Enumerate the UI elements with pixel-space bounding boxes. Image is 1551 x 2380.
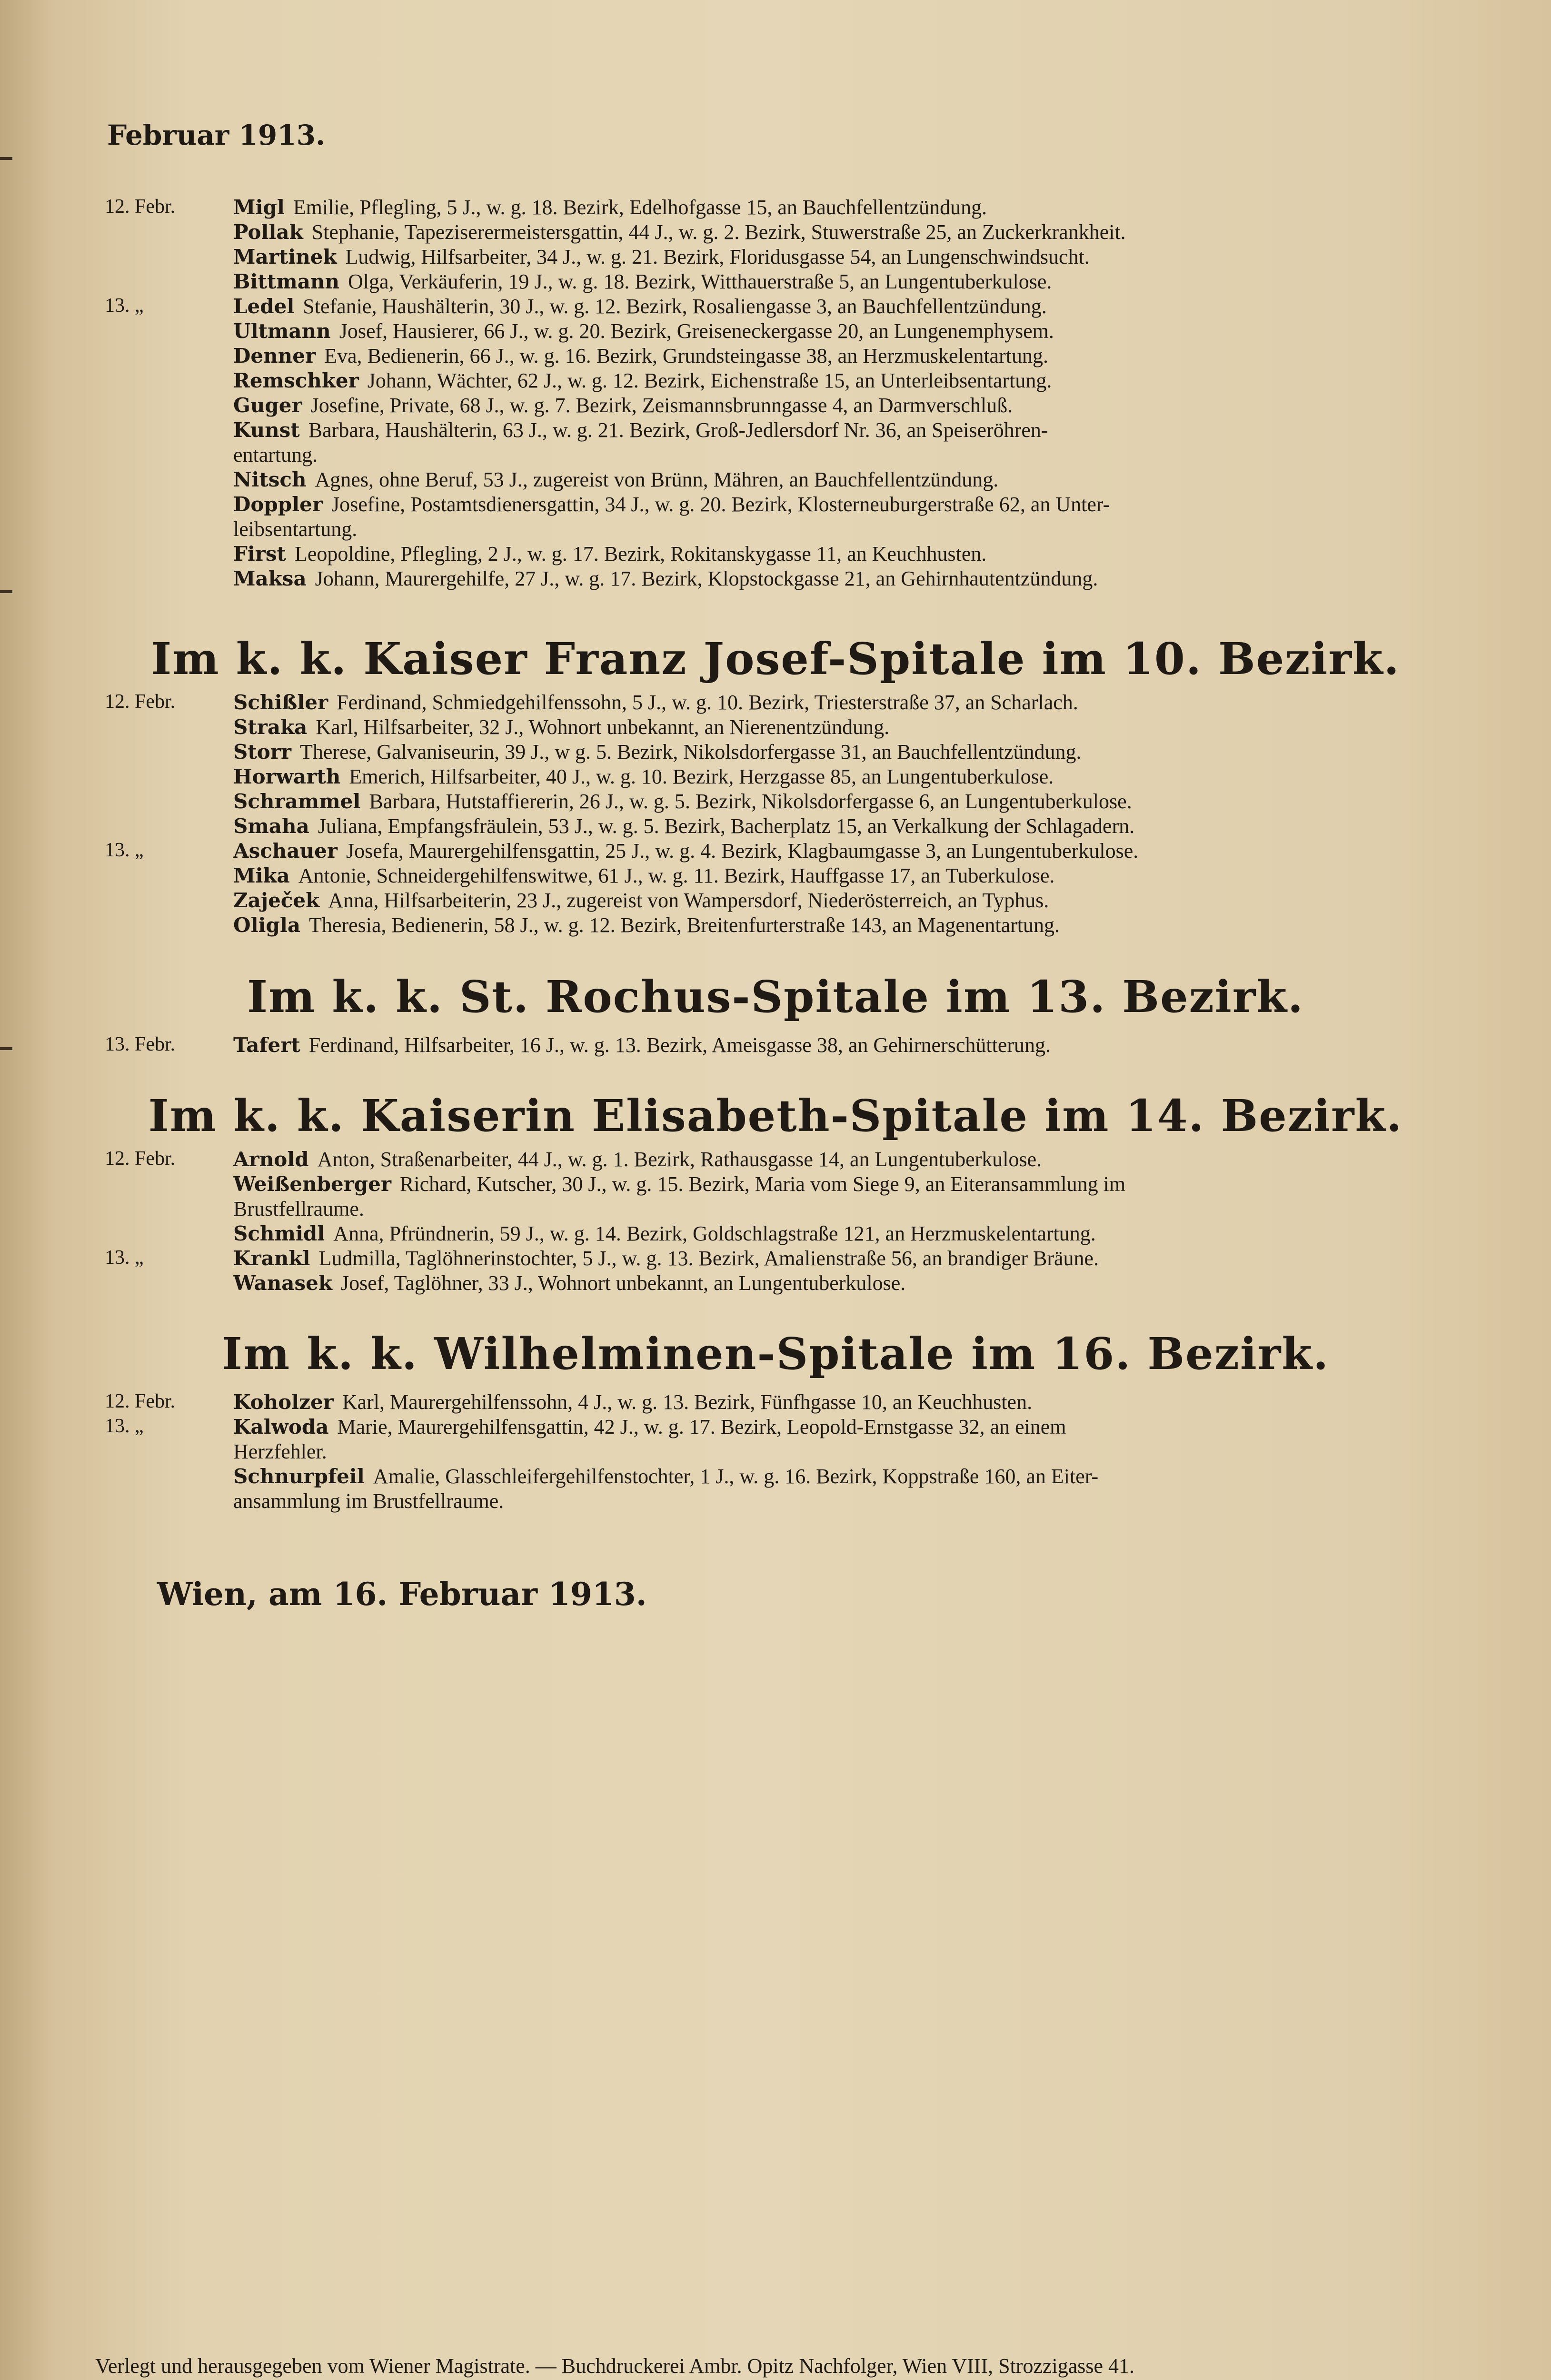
deceased-surname: Straka <box>233 715 308 739</box>
entry-details: Agnes, ohne Beruf, 53 J., zugereist von Brünn, Mähren, an Bauchfellentzündung. <box>315 468 999 491</box>
register-entry <box>233 393 1390 418</box>
binding-mark <box>0 590 12 593</box>
section-title-kaiser-franz-josef: Im k. k. Kaiser Franz Josef-Spitale im 10. Bezirk. <box>151 633 1400 684</box>
register-entry <box>233 566 1390 591</box>
register-entry <box>233 1147 1390 1172</box>
register-entry <box>233 1246 1390 1271</box>
entry-details: Marie, Maurergehilfensgattin, 42 J., w. g. 17. Bezirk, Leopold-Ernstgasse 32, an einem <box>337 1415 1066 1438</box>
entry-details: Anna, Hilfsarbeiterin, 23 J., zugereist von Wampersdorf, Niederösterreich, an Typhus. <box>328 889 1049 912</box>
deceased-surname: Nitsch <box>233 468 307 491</box>
entry-details: Antonie, Schneidergehilfenswitwe, 61 J., w. g. 11. Bezirk, Hauffgasse 17, an Tuberkulose. <box>298 864 1055 887</box>
deceased-surname: Pollak <box>233 220 303 244</box>
entry-details: Stephanie, Tapeziserermeistersgattin, 44 J., w. g. 2. Bezirk, Stuwerstraße 25, an Zuckerkrankheit. <box>311 220 1126 244</box>
register-entry <box>233 1390 1390 1415</box>
entry-continuation: entartung. <box>233 443 318 466</box>
entry-details: Josef, Taglöhner, 33 J., Wohnort unbekannt, an Lungentuberkulose. <box>340 1271 906 1295</box>
register-entry <box>233 368 1390 393</box>
deceased-surname: Schnurpfeil <box>233 1465 365 1488</box>
entry-date: 12. Febr. <box>105 196 176 218</box>
register-entry <box>233 740 1390 764</box>
deceased-surname: Horwarth <box>233 765 341 788</box>
entry-details: Richard, Kutscher, 30 J., w. g. 15. Bezirk, Maria vom Siege 9, an Eiteransammlung im <box>400 1172 1126 1196</box>
entry-details: Barbara, Haushälterin, 63 J., w. g. 21. Bezirk, Groß-Jedlersdorf Nr. 36, an Speiseröhren- <box>308 418 1048 442</box>
entry-details: Theresia, Bedienerin, 58 J., w. g. 12. Bezirk, Breitenfurterstraße 143, an Magenentartung. <box>309 913 1060 937</box>
entry-date: 13. Febr. <box>105 1033 176 1055</box>
deceased-surname: Ledel <box>233 295 295 318</box>
deceased-surname: Migl <box>233 196 285 219</box>
register-entry <box>233 789 1390 814</box>
register-entry <box>233 1464 1390 1514</box>
register-entry <box>233 418 1390 467</box>
deceased-surname: Remschker <box>233 369 359 392</box>
section-title-st-rochus: Im k. k. St. Rochus-Spitale im 13. Bezirk. <box>247 971 1304 1022</box>
entry-details: Karl, Hilfsarbeiter, 32 J., Wohnort unbekannt, an Nierenentzündung. <box>316 715 890 739</box>
publisher-footer: Verlegt und herausgegeben vom Wiener Magistrate. — Buchdruckerei Ambr. Opitz Nachfolger, Wien VIII, Strozzigasse 41. <box>95 2354 1135 2378</box>
closing-line: Wien, am 16. Februar 1913. <box>157 1576 647 1613</box>
register-entry <box>233 1033 1390 1058</box>
register-entry <box>233 1172 1390 1221</box>
register-entry <box>233 888 1390 913</box>
deceased-surname: Aschauer <box>233 839 338 863</box>
entry-details: Ferdinand, Schmiedgehilfenssohn, 5 J., w. g. 10. Bezirk, Triesterstraße 37, an Scharlach. <box>337 691 1078 714</box>
register-entry <box>233 344 1390 368</box>
entry-continuation: Herzfehler. <box>233 1440 327 1463</box>
register-entry <box>233 1221 1390 1246</box>
register-entry <box>233 492 1390 542</box>
register-entry <box>233 690 1390 715</box>
register-entry <box>233 245 1390 269</box>
section-title-kaiserin-elisabeth: Im k. k. Kaiserin Elisabeth-Spitale im 14. Bezirk. <box>148 1090 1403 1141</box>
deceased-surname: Koholzer <box>233 1390 334 1414</box>
deceased-surname: Weißenberger <box>233 1172 392 1196</box>
deceased-surname: Zaječek <box>233 889 320 912</box>
deceased-surname: Denner <box>233 344 316 367</box>
deceased-surname: Guger <box>233 394 302 417</box>
entry-details: Ludmilla, Taglöhnerinstochter, 5 J., w. g. 13. Bezirk, Amalienstraße 56, an brandiger Bräune. <box>318 1247 1099 1270</box>
entry-details: Leopoldine, Pflegling, 2 J., w. g. 17. Bezirk, Rokitanskygasse 11, an Keuchhusten. <box>294 542 987 565</box>
entry-details: Anna, Pfründnerin, 59 J., w. g. 14. Bezirk, Goldschlagstraße 121, an Herzmuskelentartung. <box>333 1222 1096 1245</box>
entry-details: Josef, Hausierer, 66 J., w. g. 20. Bezirk, Greiseneckergasse 20, an Lungenemphysem. <box>339 319 1054 343</box>
entry-details: Stefanie, Haushälterin, 30 J., w. g. 12. Bezirk, Rosaliengasse 3, an Bauchfellentzündung. <box>303 295 1047 318</box>
entry-details: Olga, Verkäuferin, 19 J., w. g. 18. Bezirk, Witthauerstraße 5, an Lungentuberkulose. <box>348 270 1052 293</box>
deceased-surname: Schrammel <box>233 790 361 813</box>
register-entry <box>233 195 1390 220</box>
register-entry <box>233 1415 1390 1464</box>
entry-continuation: Brustfellraume. <box>233 1197 364 1220</box>
entry-details: Johann, Wächter, 62 J., w. g. 12. Bezirk, Eichenstraße 15, an Unterleibsentartung. <box>367 369 1052 392</box>
deceased-surname: Bittmann <box>233 270 339 293</box>
entry-details: Josefa, Maurergehilfensgattin, 25 J., w. g. 4. Bezirk, Klagbaumgasse 3, an Lungentuberkulose. <box>346 839 1139 863</box>
entry-details: Emerich, Hilfsarbeiter, 40 J., w. g. 10. Bezirk, Herzgasse 85, an Lungentuberkulose. <box>349 765 1054 788</box>
entry-details: Johann, Maurergehilfe, 27 J., w. g. 17. Bezirk, Klopstockgasse 21, an Gehirnhautentzündung. <box>315 567 1098 590</box>
deceased-surname: Ultmann <box>233 319 331 343</box>
binding-mark <box>0 157 12 160</box>
deceased-surname: Mika <box>233 864 290 887</box>
entry-details: Josefine, Private, 68 J., w. g. 7. Bezirk, Zeismannsbrunngasse 4, an Darmverschluß. <box>310 394 1013 417</box>
register-entry <box>233 863 1390 888</box>
deceased-surname: Kunst <box>233 418 300 442</box>
register-entry <box>233 814 1390 839</box>
entry-date: 13. „ <box>105 1415 144 1437</box>
entry-date: 12. Febr. <box>105 691 176 713</box>
deceased-surname: Krankl <box>233 1247 310 1270</box>
section-title-wilhelminen: Im k. k. Wilhelminen-Spitale im 16. Bezirk. <box>221 1328 1330 1379</box>
deceased-surname: Schmidl <box>233 1222 325 1245</box>
entry-details: Anton, Straßenarbeiter, 44 J., w. g. 1. Bezirk, Rathausgasse 14, an Lungentuberkulose. <box>317 1148 1042 1171</box>
entry-details: Karl, Maurergehilfenssohn, 4 J., w. g. 13. Bezirk, Fünfhgasse 10, an Keuchhusten. <box>342 1390 1033 1414</box>
entry-details: Josefine, Postamtsdienersgattin, 34 J., w. g. 20. Bezirk, Klosterneuburgerstraße 62, an Unter- <box>331 493 1110 516</box>
deceased-surname: Smaha <box>233 814 309 838</box>
entry-date: 13. „ <box>105 295 144 317</box>
register-entry <box>233 467 1390 492</box>
deceased-surname: Storr <box>233 740 292 764</box>
entry-continuation: ansammlung im Brustfellraume. <box>233 1489 504 1513</box>
binding-mark <box>0 1047 12 1050</box>
register-entry <box>233 319 1390 344</box>
entry-details: Emilie, Pflegling, 5 J., w. g. 18. Bezirk, Edelhofgasse 15, an Bauchfellentzündung. <box>293 196 987 219</box>
register-entry <box>233 269 1390 294</box>
deceased-surname: Arnold <box>233 1148 309 1171</box>
register-entry <box>233 715 1390 740</box>
entry-date: 12. Febr. <box>105 1390 176 1412</box>
page-title: Februar 1913. <box>107 119 326 151</box>
register-entry <box>233 220 1390 245</box>
deceased-surname: Maksa <box>233 567 307 590</box>
entry-date: 12. Febr. <box>105 1148 176 1170</box>
entry-details: Therese, Galvaniseurin, 39 J., w g. 5. Bezirk, Nikolsdorfergasse 31, an Bauchfellentzündung. <box>300 740 1082 764</box>
register-entry <box>233 764 1390 789</box>
entry-details: Juliana, Empfangsfräulein, 53 J., w. g. 5. Bezirk, Bacherplatz 15, an Verkalkung der Schlagadern. <box>318 814 1135 838</box>
register-entry <box>233 294 1390 319</box>
deceased-surname: Schißler <box>233 691 328 714</box>
deceased-surname: Martinek <box>233 245 337 268</box>
register-entry <box>233 913 1390 938</box>
deceased-surname: Oligla <box>233 913 301 937</box>
entry-date: 13. „ <box>105 1247 144 1269</box>
deceased-surname: Doppler <box>233 493 323 516</box>
entry-details: Eva, Bedienerin, 66 J., w. g. 16. Bezirk, Grundsteingasse 38, an Herzmuskelentartung. <box>324 344 1048 367</box>
entry-continuation: leibsentartung. <box>233 517 358 541</box>
register-entry <box>233 1271 1390 1296</box>
entry-details: Amalie, Glasschleifergehilfenstochter, 1 J., w. g. 16. Bezirk, Koppstraße 160, an Eiter- <box>373 1465 1099 1488</box>
register-entry <box>233 542 1390 566</box>
deceased-surname: Tafert <box>233 1033 300 1057</box>
entry-details: Ludwig, Hilfsarbeiter, 34 J., w. g. 21. Bezirk, Floridusgasse 54, an Lungenschwindsucht. <box>345 245 1090 268</box>
entry-details: Ferdinand, Hilfsarbeiter, 16 J., w. g. 13. Bezirk, Ameisgasse 38, an Gehirnerschütterung. <box>308 1033 1051 1057</box>
register-entry <box>233 839 1390 863</box>
deceased-surname: Wanasek <box>233 1271 332 1295</box>
entry-date: 13. „ <box>105 839 144 861</box>
entry-details: Barbara, Hutstaffiererin, 26 J., w. g. 5. Bezirk, Nikolsdorfergasse 6, an Lungentuberkulose. <box>369 790 1132 813</box>
deceased-surname: First <box>233 542 286 565</box>
deceased-surname: Kalwoda <box>233 1415 329 1438</box>
